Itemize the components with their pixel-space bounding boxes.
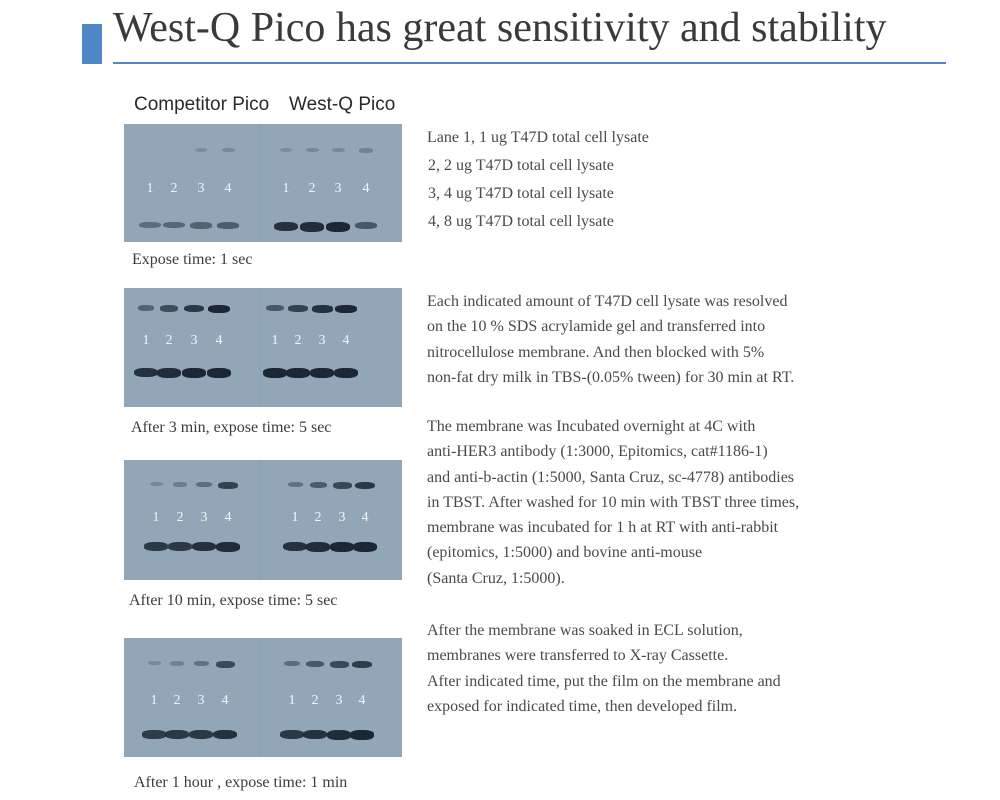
lane-number-label: 1 <box>150 693 158 708</box>
caption-blot-2: After 3 min, expose time: 5 sec <box>131 419 332 436</box>
upper-band <box>266 305 284 311</box>
lower-band <box>263 368 287 378</box>
paragraph-line: in TBST. After washed for 10 min with TBST three times, <box>427 493 800 511</box>
lane-number-label: 4 <box>215 333 223 348</box>
lower-band <box>216 542 240 552</box>
upper-band <box>306 148 319 152</box>
lower-band <box>168 542 191 551</box>
lower-band <box>353 542 377 552</box>
legend-line: 3, 4 ug T47D total cell lysate <box>428 185 614 202</box>
blot-image-3 <box>124 460 402 580</box>
upper-band <box>170 661 184 666</box>
legend-line: Lane 1, 1 ug T47D total cell lysate <box>427 129 649 146</box>
lane-number-label: 1 <box>271 333 279 348</box>
caption-blot-4: After 1 hour , expose time: 1 min <box>134 774 348 791</box>
caption-blot-1: Expose time: 1 sec <box>132 251 253 268</box>
upper-band <box>195 148 208 152</box>
upper-band <box>173 482 187 487</box>
lower-band <box>139 222 160 228</box>
paragraph-line: non-fat dry milk in TBS-(0.05% tween) for 30 min at RT. <box>427 368 795 386</box>
lower-band <box>134 368 158 377</box>
lower-band <box>326 222 350 232</box>
upper-band <box>280 148 293 152</box>
lane-number-label: 3 <box>318 333 326 348</box>
legend-line: 2, 2 ug T47D total cell lysate <box>428 157 614 174</box>
lower-band <box>163 222 185 228</box>
lane-number-label: 3 <box>190 333 198 348</box>
lower-band <box>189 730 212 739</box>
methods-paragraph-1 <box>427 289 794 390</box>
paragraph-line: membrane was incubated for 1 h at RT with anti-rabbit <box>427 519 779 537</box>
lane-number-label: 1 <box>291 510 299 525</box>
lower-band <box>286 368 310 378</box>
blot-image-2 <box>124 288 402 407</box>
paragraph-line: anti-HER3 antibody (1:3000, Epitomics, cat#1186-1) <box>427 443 768 461</box>
lane-number-label: 3 <box>338 510 346 525</box>
membrane-seam <box>260 638 261 757</box>
upper-band <box>160 305 179 312</box>
paragraph-line: and anti-b-actin (1:5000, Santa Cruz, sc-4778) antibodies <box>427 468 795 486</box>
paragraph-line: (Santa Cruz, 1:5000). <box>427 569 565 587</box>
lane-number-label: 3 <box>335 693 343 708</box>
upper-band <box>218 482 238 489</box>
legend-line: 4, 8 ug T47D total cell lysate <box>428 213 614 230</box>
lane-number-label: 4 <box>342 333 350 348</box>
lower-band <box>142 730 165 739</box>
lower-band <box>350 730 374 740</box>
lower-band <box>192 542 216 551</box>
membrane-seam <box>260 460 261 580</box>
methods-paragraph-3 <box>427 618 781 719</box>
lane-number-label: 1 <box>282 181 290 196</box>
lower-band <box>334 368 358 378</box>
upper-band <box>355 482 376 489</box>
title-accent-bar <box>82 24 102 64</box>
lane-number-label: 3 <box>200 510 208 525</box>
upper-band <box>330 661 349 668</box>
page-title: West-Q Pico has great sensitivity and stability <box>113 5 887 51</box>
membrane-seam <box>260 124 261 242</box>
upper-band <box>359 148 373 153</box>
upper-band <box>335 305 357 313</box>
lane-number-label: 3 <box>197 181 205 196</box>
caption-blot-3: After 10 min, expose time: 5 sec <box>129 592 338 609</box>
lower-band <box>327 730 351 740</box>
lower-band <box>355 222 377 229</box>
lower-band <box>280 730 303 739</box>
upper-band <box>208 305 230 313</box>
column-header-competitor: Competitor Pico <box>134 94 270 115</box>
upper-band <box>312 305 333 313</box>
lane-legend <box>427 124 649 236</box>
paragraph-line: Each indicated amount of T47D cell lysate was resolved <box>427 293 788 310</box>
membrane-seam <box>260 288 261 407</box>
lower-band <box>274 222 298 231</box>
upper-band <box>352 661 372 668</box>
upper-band <box>216 661 235 668</box>
upper-band <box>148 661 161 665</box>
lower-band <box>182 368 206 378</box>
upper-band <box>332 148 345 152</box>
lane-number-label: 4 <box>224 181 232 196</box>
lower-band <box>217 222 239 229</box>
lane-number-label: 4 <box>224 510 232 525</box>
lower-band <box>165 730 188 739</box>
upper-band <box>150 482 163 486</box>
paragraph-line: After the membrane was soaked in ECL solution, <box>427 622 743 639</box>
upper-band <box>288 482 303 487</box>
lower-band <box>300 222 324 232</box>
lane-number-label: 4 <box>361 510 369 525</box>
paragraph-line: nitrocellulose membrane. And then blocked with 5% <box>427 343 765 361</box>
upper-band <box>333 482 352 489</box>
lower-band <box>213 730 237 739</box>
lane-number-label: 1 <box>146 181 154 196</box>
lower-band <box>157 368 181 378</box>
title-underline <box>113 62 946 64</box>
paragraph-line: on the 10 % SDS acrylamide gel and transferred into <box>427 318 766 336</box>
paragraph-line: exposed for indicated time, then developed film. <box>427 697 738 715</box>
blot-image-4 <box>124 638 402 757</box>
lane-number-label: 4 <box>221 693 229 708</box>
upper-band <box>288 305 308 312</box>
upper-band <box>222 148 235 152</box>
paragraph-line: The membrane was Incubated overnight at 4C with <box>427 418 756 435</box>
paragraph-line: membranes were transferred to X-ray Cassette. <box>427 647 729 665</box>
lane-number-label: 4 <box>362 181 370 196</box>
lane-number-label: 2 <box>165 333 173 348</box>
upper-band <box>306 661 324 667</box>
lane-number-label: 3 <box>334 181 342 196</box>
upper-band <box>310 482 327 488</box>
lane-number-label: 4 <box>358 693 366 708</box>
upper-band <box>194 661 209 666</box>
lower-band <box>283 542 307 551</box>
lower-band <box>190 222 212 229</box>
paragraph-line: (epitomics, 1:5000) and bovine anti-mouse <box>427 544 703 562</box>
upper-band <box>138 305 155 311</box>
lower-band <box>144 542 167 551</box>
lane-number-label: 2 <box>294 333 302 348</box>
paragraph-line: After indicated time, put the film on the membrane and <box>427 672 781 690</box>
lower-band <box>330 542 354 552</box>
column-header-westq: West-Q Pico <box>289 94 396 115</box>
methods-paragraph-2 <box>427 414 799 591</box>
lane-number-label: 1 <box>152 510 160 525</box>
lane-number-label: 2 <box>176 510 184 525</box>
lane-number-label: 2 <box>173 693 181 708</box>
lane-number-label: 1 <box>288 693 296 708</box>
lower-band <box>306 542 330 552</box>
lower-band <box>310 368 334 378</box>
lane-number-label: 1 <box>142 333 150 348</box>
lower-band <box>303 730 327 739</box>
upper-band <box>196 482 212 487</box>
upper-band <box>284 661 300 666</box>
lower-band <box>207 368 231 378</box>
lane-number-label: 2 <box>170 181 178 196</box>
lane-number-label: 2 <box>308 181 316 196</box>
upper-band <box>184 305 205 312</box>
lane-number-label: 3 <box>197 693 205 708</box>
lane-number-label: 2 <box>311 693 319 708</box>
lane-number-label: 2 <box>314 510 322 525</box>
blot-image-1 <box>124 124 402 242</box>
